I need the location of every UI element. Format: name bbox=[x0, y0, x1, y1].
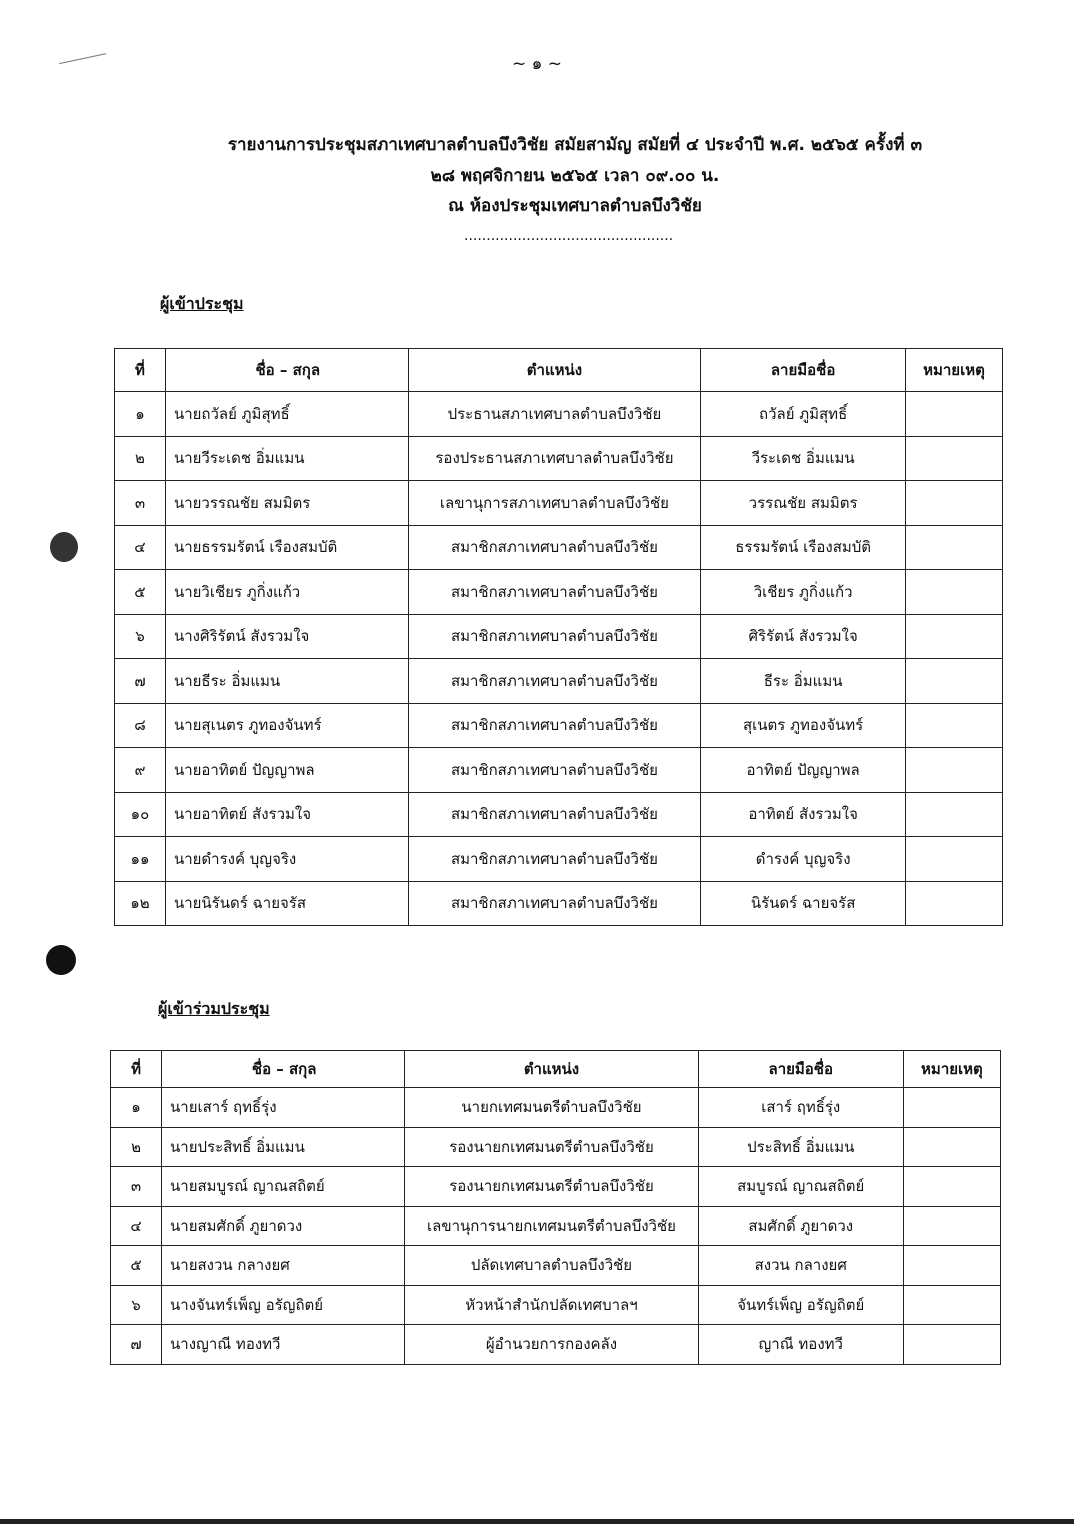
row-number: ๔ bbox=[111, 1206, 162, 1246]
remark-cell bbox=[905, 392, 1002, 437]
member-signature: ธีระ อิ่มแมน bbox=[701, 659, 906, 704]
member-position: สมาชิกสภาเทศบาลตำบลบึงวิชัย bbox=[408, 614, 701, 659]
member-position: เลขานุการนายกเทศมนตรีตำบลบึงวิชัย bbox=[405, 1206, 698, 1246]
member-name: นายดำรงค์ บุญจริง bbox=[165, 837, 408, 882]
attendees-section-title: ผู้เข้าประชุม bbox=[160, 294, 244, 313]
member-name: นายวิเชียร ภูกิ่งแก้ว bbox=[165, 570, 408, 615]
member-position: สมาชิกสภาเทศบาลตำบลบึงวิชัย bbox=[408, 792, 701, 837]
member-signature: วีระเดช อิ่มแมน bbox=[701, 436, 906, 481]
remark-cell bbox=[905, 525, 1002, 570]
member-signature: วรรณชัย สมมิตร bbox=[701, 481, 906, 526]
remark-cell bbox=[905, 748, 1002, 793]
member-name: นายวีระเดช อิ่มแมน bbox=[165, 436, 408, 481]
row-number: ๖ bbox=[115, 614, 166, 659]
table-row bbox=[111, 1285, 1001, 1325]
remark-cell bbox=[905, 881, 1002, 926]
member-name: นายธรรมรัตน์ เรืองสมบัติ bbox=[165, 525, 408, 570]
page-number: ~ ๑ ~ bbox=[511, 54, 563, 74]
row-number: ๖ bbox=[111, 1285, 162, 1325]
remark-cell bbox=[905, 837, 1002, 882]
member-position: นายกเทศมนตรีตำบลบึงวิชัย bbox=[405, 1088, 698, 1128]
member-signature: จันทร์เพ็ญ อรัญถิตย์ bbox=[698, 1285, 903, 1325]
member-name: นายสงวน กลางยศ bbox=[162, 1246, 405, 1286]
punch-hole bbox=[50, 532, 78, 562]
member-signature: ดำรงค์ บุญจริง bbox=[701, 837, 906, 882]
row-number: ๑ bbox=[115, 392, 166, 437]
member-name: นางจันทร์เพ็ญ อรัญถิตย์ bbox=[162, 1285, 405, 1325]
table-row bbox=[115, 481, 1003, 526]
member-position: รองนายกเทศมนตรีตำบลบึงวิชัย bbox=[405, 1127, 698, 1167]
member-signature: วิเชียร ภูกิ่งแก้ว bbox=[701, 570, 906, 615]
table-row bbox=[115, 614, 1003, 659]
member-position: ประธานสภาเทศบาลตำบลบึงวิชัย bbox=[408, 392, 701, 437]
member-signature: ธรรมรัตน์ เรืองสมบัติ bbox=[701, 525, 906, 570]
row-number: ๑๒ bbox=[115, 881, 166, 926]
column-header-note: หมายเหตุ bbox=[905, 349, 1002, 392]
member-position: สมาชิกสภาเทศบาลตำบลบึงวิชัย bbox=[408, 659, 701, 704]
member-signature: เสาร์ ฤทธิ์รุ่ง bbox=[698, 1088, 903, 1128]
row-number: ๕ bbox=[111, 1246, 162, 1286]
column-header-signature: ลายมือชื่อ bbox=[698, 1051, 903, 1088]
attendees-table bbox=[114, 348, 1003, 926]
member-signature: ถวัลย์ ภูมิสุทธิ์ bbox=[701, 392, 906, 437]
member-name: นายสมศักดิ์ ภูยาดวง bbox=[162, 1206, 405, 1246]
participants-table bbox=[110, 1050, 1001, 1365]
row-number: ๙ bbox=[115, 748, 166, 793]
remark-cell bbox=[903, 1088, 1000, 1128]
table-row bbox=[115, 392, 1003, 437]
column-header-no: ที่ bbox=[111, 1051, 162, 1088]
member-signature: ญาณี ทองทวี bbox=[698, 1325, 903, 1365]
table-row bbox=[115, 881, 1003, 926]
member-signature: สมบูรณ์ ญาณสถิตย์ bbox=[698, 1167, 903, 1207]
member-position: ผู้อำนวยการกองคลัง bbox=[405, 1325, 698, 1365]
report-date: ๒๘ พฤศจิกายน ๒๕๖๕ เวลา ๐๙.๐๐ น. bbox=[430, 166, 720, 186]
table-header-row bbox=[111, 1051, 1001, 1088]
member-position: ปลัดเทศบาลตำบลบึงวิชัย bbox=[405, 1246, 698, 1286]
dotted-separator: ............................................... bbox=[464, 228, 674, 244]
attendees-table-body bbox=[115, 392, 1003, 926]
member-name: นายธีระ อิ่มแมน bbox=[165, 659, 408, 704]
column-header-no: ที่ bbox=[115, 349, 166, 392]
member-position: เลขานุการสภาเทศบาลตำบลบึงวิชัย bbox=[408, 481, 701, 526]
member-name: นายวรรณชัย สมมิตร bbox=[165, 481, 408, 526]
member-signature: สมศักดิ์ ภูยาดวง bbox=[698, 1206, 903, 1246]
member-signature: นิรันดร์ ฉายจรัส bbox=[701, 881, 906, 926]
table-row bbox=[115, 748, 1003, 793]
member-position: รองนายกเทศมนตรีตำบลบึงวิชัย bbox=[405, 1167, 698, 1207]
member-name: นางญาณี ทองทวี bbox=[162, 1325, 405, 1365]
member-position: สมาชิกสภาเทศบาลตำบลบึงวิชัย bbox=[408, 748, 701, 793]
remark-cell bbox=[903, 1325, 1000, 1365]
member-name: นายอาทิตย์ ปัญญาพล bbox=[165, 748, 408, 793]
column-header-signature: ลายมือชื่อ bbox=[701, 349, 906, 392]
row-number: ๗ bbox=[115, 659, 166, 704]
table-row bbox=[111, 1206, 1001, 1246]
member-signature: อาทิตย์ สังรวมใจ bbox=[701, 792, 906, 837]
member-name: นายเสาร์ ฤทธิ์รุ่ง bbox=[162, 1088, 405, 1128]
row-number: ๓ bbox=[115, 481, 166, 526]
row-number: ๗ bbox=[111, 1325, 162, 1365]
member-signature: ประสิทธิ์ อิ่มแมน bbox=[698, 1127, 903, 1167]
row-number: ๕ bbox=[115, 570, 166, 615]
column-header-name: ชื่อ – สกุล bbox=[162, 1051, 405, 1088]
member-position: สมาชิกสภาเทศบาลตำบลบึงวิชัย bbox=[408, 570, 701, 615]
column-header-name: ชื่อ – สกุล bbox=[165, 349, 408, 392]
member-signature: สุเนตร ภูทองจันทร์ bbox=[701, 703, 906, 748]
member-name: นายถวัลย์ ภูมิสุทธิ์ bbox=[165, 392, 408, 437]
table-row bbox=[115, 436, 1003, 481]
remark-cell bbox=[905, 792, 1002, 837]
table-header-row bbox=[115, 349, 1003, 392]
row-number: ๘ bbox=[115, 703, 166, 748]
member-name: นายประสิทธิ์ อิ่มแมน bbox=[162, 1127, 405, 1167]
table-row bbox=[111, 1088, 1001, 1128]
column-header-position: ตำแหน่ง bbox=[405, 1051, 698, 1088]
participants-section-title: ผู้เข้าร่วมประชุม bbox=[158, 999, 270, 1018]
table-row bbox=[115, 570, 1003, 615]
remark-cell bbox=[905, 614, 1002, 659]
page-bottom-edge bbox=[0, 1519, 1074, 1524]
report-location: ณ ห้องประชุมเทศบาลตำบลบึงวิชัย bbox=[448, 196, 702, 216]
member-signature: ศิริรัตน์ สังรวมใจ bbox=[701, 614, 906, 659]
row-number: ๒ bbox=[111, 1127, 162, 1167]
table-row bbox=[115, 703, 1003, 748]
remark-cell bbox=[903, 1246, 1000, 1286]
row-number: ๔ bbox=[115, 525, 166, 570]
member-position: รองประธานสภาเทศบาลตำบลบึงวิชัย bbox=[408, 436, 701, 481]
table-row bbox=[111, 1127, 1001, 1167]
member-position: สมาชิกสภาเทศบาลตำบลบึงวิชัย bbox=[408, 525, 701, 570]
remark-cell bbox=[903, 1167, 1000, 1207]
table-row bbox=[115, 525, 1003, 570]
remark-cell bbox=[905, 659, 1002, 704]
column-header-position: ตำแหน่ง bbox=[408, 349, 701, 392]
table-row bbox=[111, 1325, 1001, 1365]
row-number: ๓ bbox=[111, 1167, 162, 1207]
remark-cell bbox=[905, 481, 1002, 526]
row-number: ๒ bbox=[115, 436, 166, 481]
row-number: ๑๑ bbox=[115, 837, 166, 882]
remark-cell bbox=[905, 570, 1002, 615]
table-row bbox=[115, 792, 1003, 837]
member-position: สมาชิกสภาเทศบาลตำบลบึงวิชัย bbox=[408, 881, 701, 926]
report-title: รายงานการประชุมสภาเทศบาลตำบลบึงวิชัย สมัยสามัญ สมัยที่ ๔ ประจำปี พ.ศ. ๒๕๖๕ ครั้งที่ ๓ bbox=[227, 135, 923, 155]
member-name: นายอาทิตย์ สังรวมใจ bbox=[165, 792, 408, 837]
remark-cell bbox=[903, 1127, 1000, 1167]
member-name: นายสุเนตร ภูทองจันทร์ bbox=[165, 703, 408, 748]
remark-cell bbox=[903, 1206, 1000, 1246]
punch-hole bbox=[46, 945, 76, 975]
member-signature: สงวน กลางยศ bbox=[698, 1246, 903, 1286]
table-row bbox=[111, 1246, 1001, 1286]
member-signature: อาทิตย์ ปัญญาพล bbox=[701, 748, 906, 793]
row-number: ๑ bbox=[111, 1088, 162, 1128]
member-position: สมาชิกสภาเทศบาลตำบลบึงวิชัย bbox=[408, 837, 701, 882]
member-name: นายนิรันดร์ ฉายจรัส bbox=[165, 881, 408, 926]
participants-table-body bbox=[111, 1088, 1001, 1365]
member-name: นายสมบูรณ์ ญาณสถิตย์ bbox=[162, 1167, 405, 1207]
member-position: หัวหน้าสำนักปลัดเทศบาลฯ bbox=[405, 1285, 698, 1325]
table-row bbox=[111, 1167, 1001, 1207]
remark-cell bbox=[905, 436, 1002, 481]
remark-cell bbox=[903, 1285, 1000, 1325]
row-number: ๑๐ bbox=[115, 792, 166, 837]
table-row bbox=[115, 837, 1003, 882]
member-name: นางศิริรัตน์ สังรวมใจ bbox=[165, 614, 408, 659]
remark-cell bbox=[905, 703, 1002, 748]
member-position: สมาชิกสภาเทศบาลตำบลบึงวิชัย bbox=[408, 703, 701, 748]
column-header-note: หมายเหตุ bbox=[903, 1051, 1000, 1088]
table-row bbox=[115, 659, 1003, 704]
